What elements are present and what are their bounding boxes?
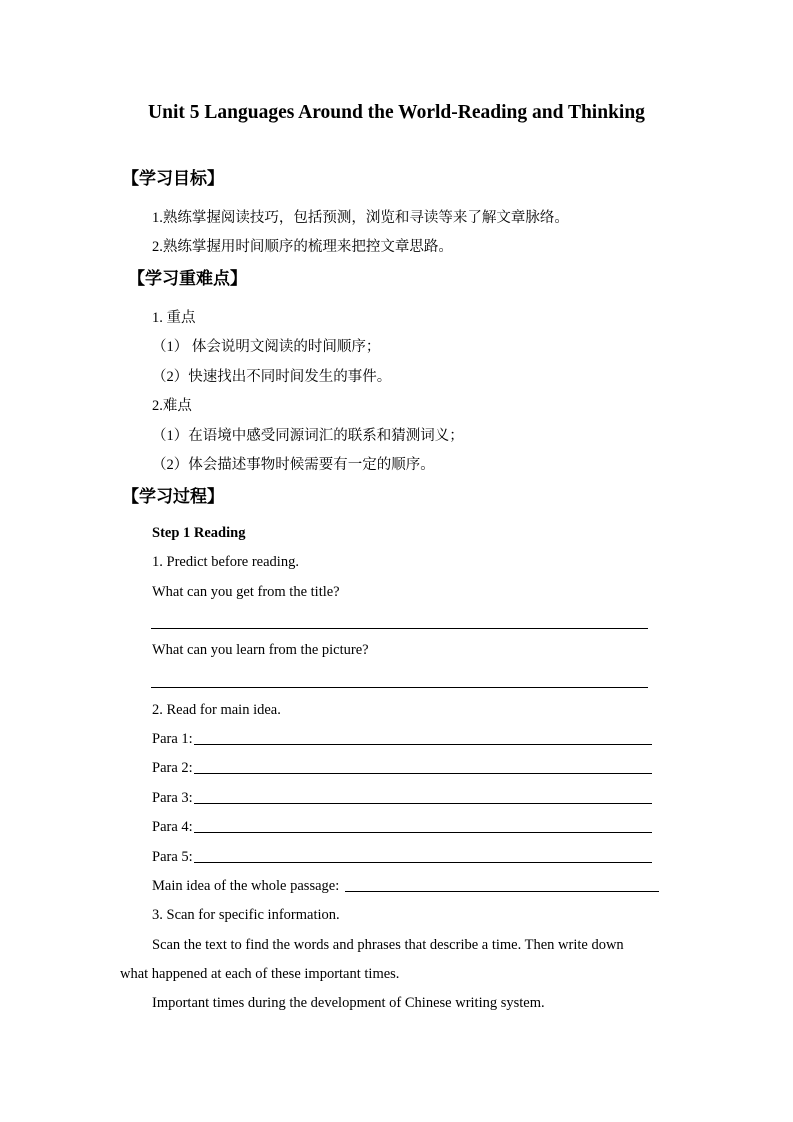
para-2-blank[interactable]: [194, 772, 652, 774]
para-4-blank[interactable]: [194, 831, 652, 833]
predict-label: 1. Predict before reading.: [152, 554, 299, 570]
key-points-heading: 【学习重难点】: [128, 269, 247, 288]
answer-blank-title[interactable]: [151, 628, 648, 629]
para-4-row: [152, 819, 652, 836]
para-label: Para 5:: [152, 849, 193, 865]
whole-passage-label: Main idea of the whole passage:: [152, 878, 340, 894]
scan-label: 3. Scan for specific information.: [152, 907, 340, 923]
difficult-label: 2.难点: [152, 398, 192, 414]
whole-passage-row: [152, 878, 659, 895]
page-title: Unit 5 Languages Around the World-Reading and Thinking: [148, 102, 645, 123]
para-2-row: [152, 760, 652, 777]
para-3-blank[interactable]: [194, 802, 652, 804]
difficult-item: （2）体会描述事物时候需要有一定的顺序。: [152, 457, 435, 473]
key-item: （2）快速找出不同时间发生的事件。: [152, 369, 392, 385]
para-label: Para 4:: [152, 819, 193, 835]
para-1-row: [152, 731, 652, 748]
main-idea-label: 2. Read for main idea.: [152, 702, 281, 718]
para-label: Para 3:: [152, 790, 193, 806]
objectives-heading: 【学习目标】: [122, 169, 224, 188]
difficult-item: （1）在语境中感受同源词汇的联系和猜测词义；: [152, 428, 464, 444]
para-5-blank[interactable]: [194, 861, 652, 863]
whole-passage-blank[interactable]: [345, 890, 659, 892]
answer-blank-picture[interactable]: [151, 687, 648, 688]
para-label: Para 2:: [152, 760, 193, 776]
para-label: Para 1:: [152, 731, 193, 747]
para-1-blank[interactable]: [194, 743, 652, 745]
objective-item: 1.熟练掌握阅读技巧，包括预测，浏览和寻读等来了解文章脉络。: [152, 210, 569, 226]
scan-instruction: Scan the text to find the words and phrases that describe a time. Then write down: [152, 937, 624, 953]
key-label: 1. 重点: [152, 310, 196, 326]
objective-item: 2.熟练掌握用时间顺序的梳理来把控文章思路。: [152, 239, 453, 255]
key-item: （1） 体会说明文阅读的时间顺序；: [152, 339, 381, 355]
para-5-row: [152, 849, 652, 866]
process-heading: 【学习过程】: [122, 487, 224, 506]
question-title: What can you get from the title?: [152, 584, 340, 600]
important-times-text: Important times during the development of Chinese writing system.: [152, 995, 545, 1011]
para-3-row: [152, 790, 652, 807]
question-picture: What can you learn from the picture?: [152, 642, 369, 658]
step-title: Step 1 Reading: [152, 525, 246, 541]
scan-instruction-cont: what happened at each of these important times.: [120, 966, 400, 982]
